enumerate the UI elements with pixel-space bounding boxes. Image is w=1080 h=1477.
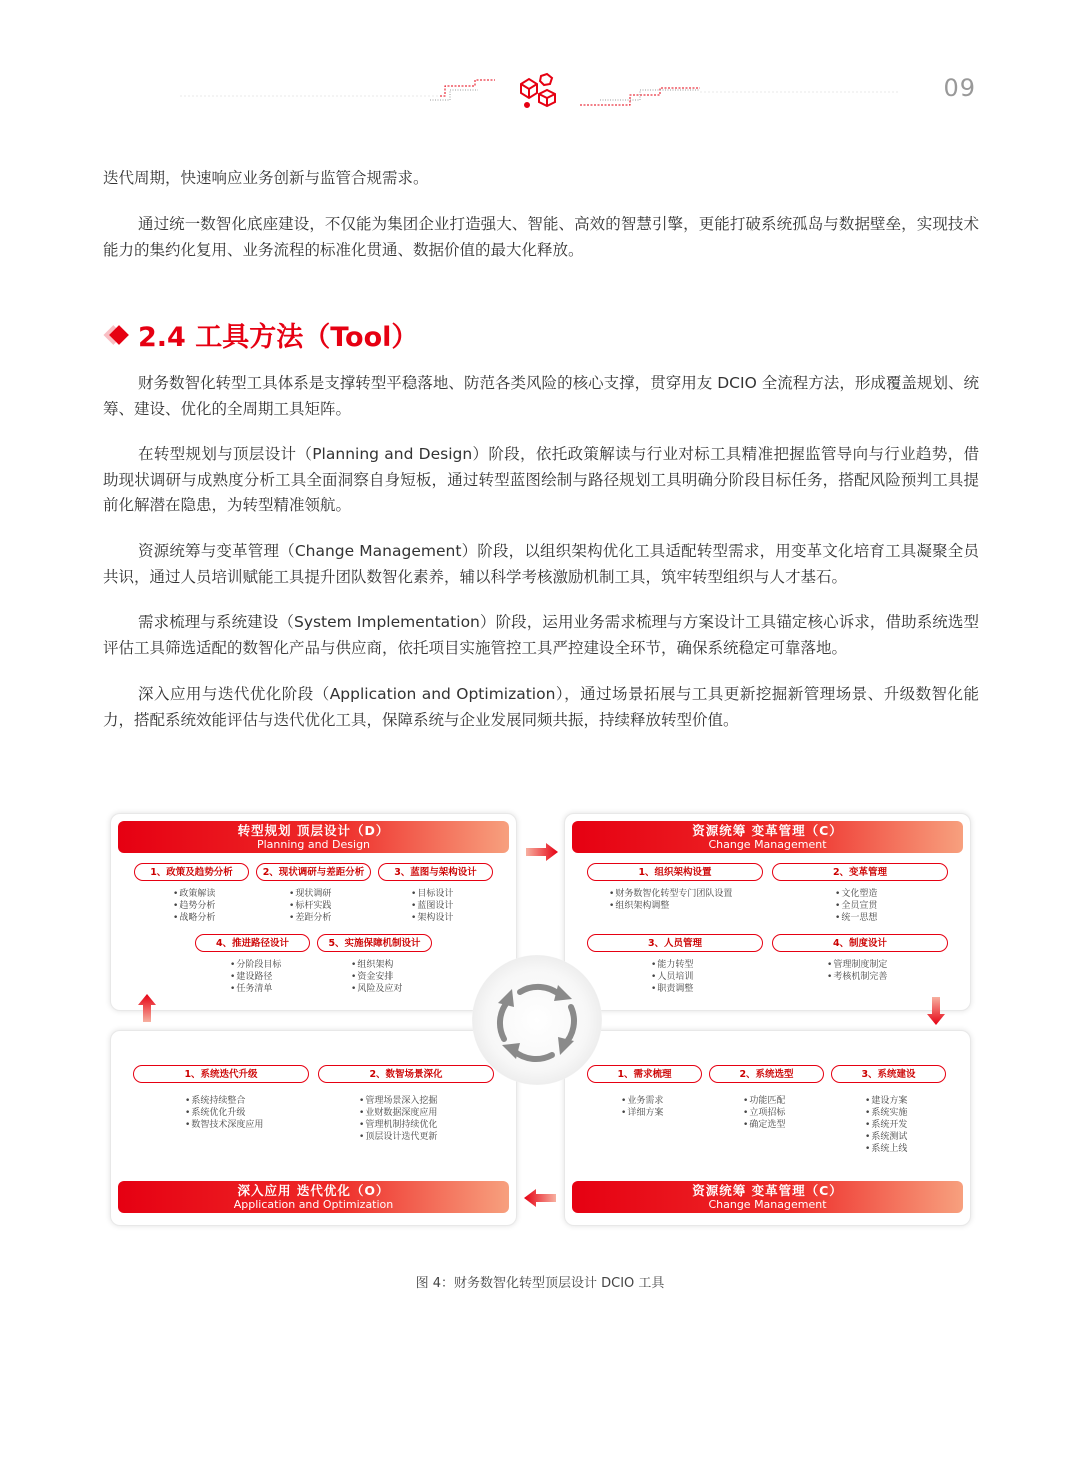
tool-pill: 1、需求梳理 (587, 1065, 702, 1083)
header-ornament (0, 60, 1080, 130)
bullet-item: • 全员宣贯 (835, 900, 877, 912)
paragraph: 资源统筹与变革管理（Change Management）阶段，以组织架构优化工具适配转型需求，用变革文化培育工具凝聚全员共识，通过人员培训赋能工具提升团队数智化素养，辅以科学考核激励机制工具，筑牢转型组织与人才基石。 (103, 542, 979, 586)
bullet-item: • 立项招标 (743, 1107, 785, 1119)
panel-change-management (564, 813, 971, 1011)
banner-subtitle: Application and Optimization (233, 1198, 394, 1211)
tool-pill: 3、系统建设 (831, 1065, 946, 1083)
paragraph: 迭代周期，快速响应业务创新与监管合规需求。 (103, 169, 429, 187)
page-number: 09 (943, 74, 976, 102)
bullet-item: • 考核机制完善 (827, 971, 887, 983)
bullet-item: • 建设方案 (865, 1095, 907, 1107)
bullet-item: • 架构设计 (411, 912, 453, 924)
bullet-item: • 管理制度制定 (827, 959, 887, 971)
bullet-list (230, 959, 281, 995)
bullet-item: • 业财数据深度应用 (359, 1107, 437, 1119)
bullet-item: • 人员培训 (651, 971, 693, 983)
bullet-item: • 文化塑造 (835, 888, 877, 900)
figure-caption: 图 4：财务数智化转型顶层设计 DCIO 工具 (415, 1276, 665, 1291)
diamond-icon (109, 325, 129, 345)
bullet-item: • 统一思想 (835, 912, 877, 924)
bullet-item: • 数智技术深度应用 (185, 1119, 263, 1131)
paragraph: 深入应用与迭代优化阶段（Application and Optimization），通过场景拓展与工具更新挖掘新管理场景、升级数智化能力，搭配系统效能评估与迭代优化工具，保障系统与企业发展同频共振，持续释放转型价值。 (103, 685, 979, 729)
banner-title: 转型规划 顶层设计（D） (237, 823, 390, 838)
banner-title: 深入应用 迭代优化（O） (237, 1183, 390, 1198)
bullet-list (359, 1095, 437, 1143)
banner-subtitle: Change Management (708, 1198, 827, 1211)
panel-banner (572, 821, 963, 853)
bullet-item: • 分阶段目标 (230, 959, 281, 971)
bullet-item: • 管理场景深入挖掘 (359, 1095, 437, 1107)
tool-pill: 4、制度设计 (772, 934, 948, 952)
bullet-item: • 建设路径 (230, 971, 281, 983)
bullet-list (621, 1095, 663, 1119)
bullet-item: • 系统上线 (865, 1143, 907, 1155)
arrow-down-icon (926, 996, 946, 1026)
bullet-item: • 系统开发 (865, 1119, 907, 1131)
bullet-item: • 趋势分析 (173, 900, 215, 912)
bullet-item: • 风险及应对 (351, 983, 402, 995)
panel-planning-design (110, 813, 517, 1011)
tool-pill: 4、推进路径设计 (195, 934, 310, 952)
panel-banner (572, 1181, 963, 1213)
bullet-item: • 职责调整 (651, 983, 693, 995)
tool-pill: 1、组织架构设置 (587, 863, 763, 881)
page-header (0, 60, 1080, 130)
panel-banner (118, 1181, 509, 1213)
paragraph: 在转型规划与顶层设计（Planning and Design）阶段，依托政策解读与行业对标工具精准把握监管导向与行业趋势，借助现状调研与成熟度分析工具全面洞察自身短板，通过转型蓝图绘制与路径规划工具明确分阶段目标任务，搭配风险预判工具提前化解潜在隐患，为转型精准领航。 (103, 445, 979, 514)
tool-pill: 3、人员管理 (587, 934, 763, 952)
paragraph: 需求梳理与系统建设（System Implementation）阶段，运用业务需求梳理与方案设计工具锚定核心诉求，借助系统选型评估工具筛选适配的数智化产品与供应商，依托项目实施管控工具严控建设全环节，确保系统稳定可靠落地。 (103, 613, 979, 657)
arrow-left-icon (522, 1188, 558, 1208)
arrow-right-icon (524, 842, 560, 862)
banner-subtitle: Planning and Design (256, 838, 371, 851)
paragraph: 财务数智化转型工具体系是支撑转型平稳落地、防范各类风险的核心支撑，贯穿用友 DCIO 全流程方法，形成覆盖规划、统筹、建设、优化的全周期工具矩阵。 (103, 374, 979, 418)
bullet-item: • 目标设计 (411, 888, 453, 900)
cubes-icon (521, 74, 555, 107)
bullet-item: • 功能匹配 (743, 1095, 785, 1107)
bullet-list (351, 959, 402, 995)
bullet-item: • 系统测试 (865, 1131, 907, 1143)
bullet-item: • 详细方案 (621, 1107, 663, 1119)
bullet-item: • 标杆实践 (289, 900, 331, 912)
section-title (104, 315, 418, 354)
panel-system-implementation (564, 1030, 971, 1226)
tool-pill: 2、数智场景深化 (318, 1065, 494, 1083)
bullet-list (835, 888, 877, 924)
bullet-list (743, 1095, 785, 1131)
bullet-item: • 组织架构 (351, 959, 402, 971)
cycle-arrows-icon (472, 955, 602, 1085)
bullet-item: • 组织架构调整 (609, 900, 732, 912)
bullet-item: • 任务清单 (230, 983, 281, 995)
bullet-item: • 政策解读 (173, 888, 215, 900)
bullet-item: • 能力转型 (651, 959, 693, 971)
bullet-list (289, 888, 331, 924)
tool-pill: 5、实施保障机制设计 (317, 934, 432, 952)
bullet-item: • 现状调研 (289, 888, 331, 900)
bullet-item: • 系统优化升级 (185, 1107, 263, 1119)
bullet-list (609, 888, 732, 912)
bullet-list (651, 959, 693, 995)
tool-pill: 2、系统选型 (709, 1065, 824, 1083)
banner-title: 资源统筹 变革管理（C） (692, 823, 843, 838)
bullet-list (173, 888, 215, 924)
bullet-list (865, 1095, 907, 1155)
paragraph: 通过统一数智化底座建设，不仅能为集团企业打造强大、智能、高效的智慧引擎，更能打破系统孤岛与数据壁垒，实现技术能力的集约化复用、业务流程的标准化贯通、数据价值的最大化释放。 (103, 215, 979, 259)
tool-pill: 1、政策及趋势分析 (134, 863, 249, 881)
bullet-item: • 战略分析 (173, 912, 215, 924)
tool-pill: 2、变革管理 (772, 863, 948, 881)
tool-pill: 2、现状调研与差距分析 (256, 863, 371, 881)
bullet-item: • 财务数智化转型专门团队设置 (609, 888, 732, 900)
banner-title: 资源统筹 变革管理（C） (692, 1183, 843, 1198)
panel-application-optimization (110, 1030, 517, 1226)
section-title-text: 2.4 工具方法（Tool） (138, 322, 419, 353)
tool-pill: 1、系统迭代升级 (133, 1065, 309, 1083)
bullet-item: • 差距分析 (289, 912, 331, 924)
bullet-item: • 系统持续整合 (185, 1095, 263, 1107)
panel-banner (118, 821, 509, 853)
bullet-list (411, 888, 453, 924)
bullet-item: • 系统实施 (865, 1107, 907, 1119)
tool-pill: 3、蓝图与架构设计 (378, 863, 493, 881)
bullet-item: • 管理机制持续优化 (359, 1119, 437, 1131)
bullet-item: • 确定选型 (743, 1119, 785, 1131)
bullet-list (827, 959, 887, 983)
bullet-list (185, 1095, 263, 1131)
bullet-item: • 资金安排 (351, 971, 402, 983)
bullet-item: • 蓝图设计 (411, 900, 453, 912)
cycle-center (472, 955, 602, 1085)
bullet-item: • 顶层设计迭代更新 (359, 1131, 437, 1143)
banner-subtitle: Change Management (708, 838, 827, 851)
arrow-up-icon (137, 993, 157, 1023)
bullet-item: • 业务需求 (621, 1095, 663, 1107)
